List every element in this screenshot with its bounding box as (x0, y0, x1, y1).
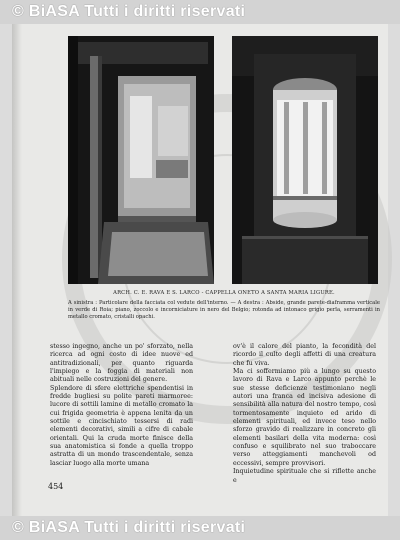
photo-facade-detail (68, 36, 214, 284)
photo-facade-detail-image (68, 36, 214, 284)
figure-caption (68, 290, 380, 321)
photo-apse-image (232, 36, 378, 284)
watermark-band-bottom (0, 516, 400, 540)
body-text-left-column: stesso ingegno, anche un po' sforzato, nella ricerca ad ogni costo di idee nuove ed antitradizionali, per quanto riguarda l'impiego e la foggia di materiali non abituali nelle costruzioni del genere. Splendore di sfere elettriche spendentisi in fredde bugliesi su polite pareti marmoree: lucore di sottili lamine di metallo cromato la cui frigida geometria è appena lenita da un sottile e cincischiato tessersi di radi elementi decorativi, simili a cifre di cabale orientali. Qui la cruda morte finisce della sua anatomistica si fonde a quella troppo astratta di un mondo trascendentale, senza lasciar luogo alla morte umana (50, 343, 193, 467)
page-number: 454 (48, 482, 64, 491)
figure-credit: ARCH. C. E. RAVA E S. LARCO - CAPPELLA ONETO A SANTA MARIA LIGURE. (113, 290, 335, 296)
photo-apse (232, 36, 378, 284)
watermark-text-top: © BiASA Tutti i diritti riservati (12, 3, 246, 20)
figure-description: A sinistra : Particolare della facciata col vedute dell'interno. — A destra : Abside, grande parete-diaframma verticale in verde di Roia; piano, zoccolo e incorniciature in nero del Belgio; rotonda ad intonaco grigio perla, serramenti in metallo cromato, cristalli opachi. (68, 300, 380, 320)
page-binding-shadow (12, 24, 22, 516)
watermark-text-bottom: © BiASA Tutti i diritti riservati (12, 519, 246, 536)
body-text-right-column: ov'è il calore del pianto, la fecondità del ricordo il culto degli affetti di una creatura che fu viva. Ma ci soffermiamo più a lungo su questo lavoro di Rava e Larco appunto perchè le sue stesse deficienze testimoniano negli autori una franca ed incisiva adesione di sensibilità alla natura del nostro tempo, così tormentosamente inquieto ed arido di elementi spirituali, ed invece teso nello sforzo gravido di realizzare in concreto gli elementi basilari della vita moderna: così confuso e squilibrato nel suo traboccare verso atteggiamenti manchevoli od eccessivi, sempre provvisori. Inquietudine spirituale che si riflette anche e (233, 343, 376, 484)
watermark-band-top (0, 0, 400, 24)
